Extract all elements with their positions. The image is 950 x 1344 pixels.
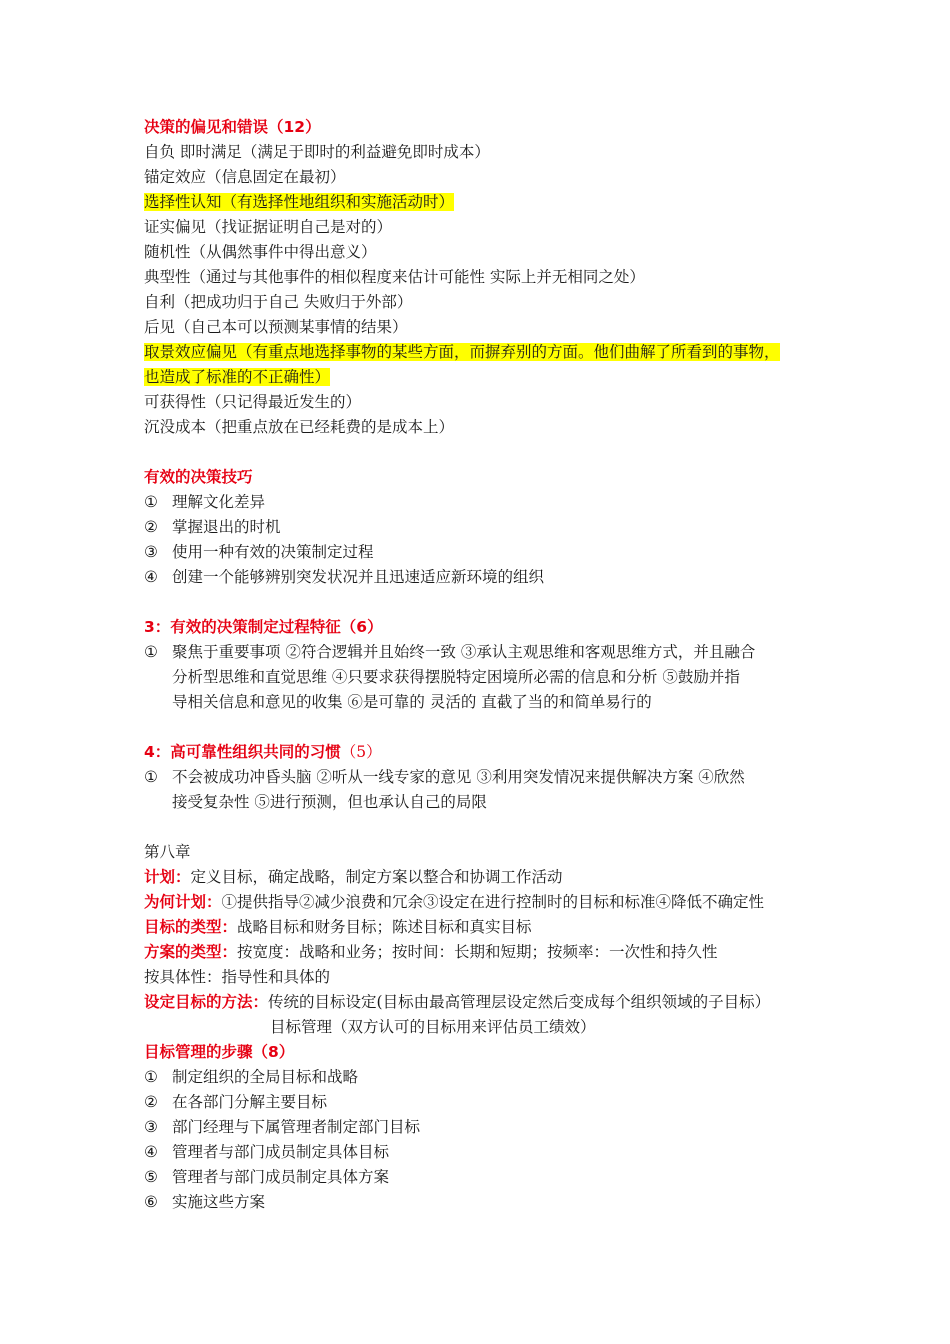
numbered-item-text: 制定组织的全局目标和战略 [172, 1068, 359, 1086]
circled-number: ④ [144, 568, 158, 586]
paragraph-line: 导相关信息和意见的收集 ⑥是可靠的 灵活的 直截了当的和简单易行的 [172, 693, 652, 711]
numbered-item [144, 540, 824, 565]
paragraph-line: 聚焦于重要事项 ②符合逻辑并且始终一致 ③承认主观思维和客观思维方式，并且融合 [172, 643, 756, 661]
list-item: 自利（把成功归于自己 失败归于外部） [144, 293, 413, 311]
section-title-decision-biases: 决策的偏见和错误（12） [144, 118, 321, 136]
numbered-item [144, 515, 824, 540]
paragraph-line: 不会被成功冲昏头脑 ②听从一线专家的意见 ③利用突发情况来提供解决方案 ④欣然 [172, 768, 745, 786]
definition-plan-types-continued: 按具体性：指导性和具体的 [144, 968, 331, 986]
numbered-item [144, 1165, 824, 1190]
numbered-item-text: 管理者与部门成员制定具体目标 [172, 1143, 390, 1161]
section-title-decision-process-features: 3：有效的决策制定过程特征（6） [144, 618, 383, 636]
highlighted-list-item-continued: 也造成了标准的不正确性） [144, 368, 331, 386]
numbered-item [144, 1090, 824, 1115]
definition-plan: 计划：定义目标，确定战略，制定方案以整合和协调工作活动 [144, 868, 563, 886]
circled-number: ② [144, 518, 158, 536]
list-item: 沉没成本（把重点放在已经耗费的是成本上） [144, 418, 455, 436]
numbered-item-text: 管理者与部门成员制定具体方案 [172, 1168, 390, 1186]
numbered-item [144, 1190, 824, 1215]
highlighted-list-item: 选择性认知（有选择性地组织和实施活动时） [144, 193, 455, 211]
numbered-item-text: 实施这些方案 [172, 1193, 266, 1211]
numbered-item [144, 490, 824, 515]
circled-number: ① [144, 643, 158, 661]
circled-number: ⑥ [144, 1193, 158, 1211]
definition-goal-setting-methods-continued: 目标管理（双方认可的目标用来评估员工绩效） [270, 1018, 596, 1036]
numbered-item [144, 1140, 824, 1165]
list-item: 后见（自己本可以预测某事情的结果） [144, 318, 408, 336]
circled-number: ⑤ [144, 1168, 158, 1186]
list-item: 随机性（从偶然事件中得出意义） [144, 243, 377, 261]
definition-plan-types: 方案的类型：按宽度：战略和业务；按时间：长期和短期；按频率：一次性和持久性 [144, 943, 718, 961]
highlighted-list-item: 取景效应偏见（有重点地选择事物的某些方面，而摒弃别的方面。他们曲解了所看到的事物， [144, 343, 780, 361]
numbered-item [144, 565, 824, 590]
section-title-mbo-steps: 目标管理的步骤（8） [144, 1043, 295, 1061]
definition-goal-setting-methods: 设定目标的方法：传统的目标设定(目标由最高管理层设定然后变成每个组织领域的子目标） [144, 993, 771, 1011]
numbered-item-text: 使用一种有效的决策制定过程 [172, 543, 374, 561]
list-item: 自负 即时满足（满足于即时的利益避免即时成本） [144, 143, 490, 161]
numbered-item-text: 理解文化差异 [172, 493, 266, 511]
circled-number: ③ [144, 543, 158, 561]
list-item: 典型性（通过与其他事件的相似程度来估计可能性 实际上并无相同之处） [144, 268, 645, 286]
definition-why-plan: 为何计划：①提供指导②减少浪费和冗余③设定在进行控制时的目标和标准④降低不确定性 [144, 893, 765, 911]
circled-number: ① [144, 1068, 158, 1086]
list-item: 可获得性（只记得最近发生的） [144, 393, 362, 411]
circled-number: ② [144, 1093, 158, 1111]
list-item: 锚定效应（信息固定在最初） [144, 168, 346, 186]
numbered-item-text: 在各部门分解主要目标 [172, 1093, 328, 1111]
circled-number: ③ [144, 1118, 158, 1136]
section-title-effective-decision-skills: 有效的决策技巧 [144, 468, 253, 486]
numbered-paragraph [144, 640, 824, 715]
numbered-item [144, 1065, 824, 1090]
paragraph-line: 分析型思维和直觉思维 ④只要求获得摆脱特定困境所必需的信息和分析 ⑤鼓励并指 [172, 668, 740, 686]
numbered-paragraph [144, 765, 824, 815]
numbered-item-text: 创建一个能够辨别突发状况并且迅速适应新环境的组织 [172, 568, 545, 586]
paragraph-line: 接受复杂性 ⑤进行预测，但也承认自己的局限 [172, 793, 487, 811]
document-page [144, 115, 824, 1215]
circled-number: ① [144, 493, 158, 511]
circled-number: ① [144, 768, 158, 786]
definition-goal-types: 目标的类型：战略目标和财务目标；陈述目标和真实目标 [144, 918, 532, 936]
chapter-title: 第八章 [144, 843, 191, 861]
section-title-high-reliability-habits: 4：高可靠性组织共同的习惯（5） [144, 743, 382, 761]
numbered-item-text: 部门经理与下属管理者制定部门目标 [172, 1118, 421, 1136]
numbered-item [144, 1115, 824, 1140]
circled-number: ④ [144, 1143, 158, 1161]
numbered-item-text: 掌握退出的时机 [172, 518, 281, 536]
list-item: 证实偏见（找证据证明自己是对的） [144, 218, 393, 236]
